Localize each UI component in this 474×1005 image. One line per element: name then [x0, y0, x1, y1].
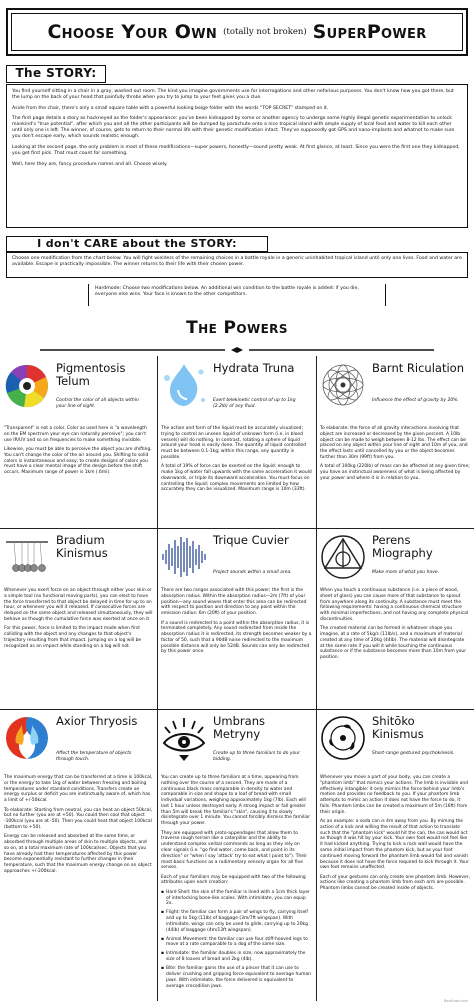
- power-name: Perens Miography: [372, 533, 433, 560]
- power-paragraph: They are equipped with proto-appendages that allow them to traverse rough terrain like a caterpillar and the ability to understand complex verbal commands as long as they rely on clear signals (i.e. "go find water, come back, and point in its direction" or "when I say 'attack' try to eat what I point to"). Their most basic functions as a rudimentary sensory organ for all five senses.: [161, 830, 308, 871]
- list-item: ▪ Intimidate: the familiar doubles in size, now approximately the size of 8 loaves of bread and 2kg (4lb).: [161, 951, 312, 963]
- power-card-pigmentosis: [0, 356, 157, 528]
- power-card-bradium: [0, 528, 157, 709]
- list-item: ▪ Bite: the familiar gains the use of a pincer that it can use to deliver crushing and gripping force equivalent to average human jaws. With intimidate, the force delivered is equivalent to average crocodilian jaws.: [161, 966, 312, 989]
- heading-divider: [40, 347, 434, 353]
- story-heading: The STORY:: [6, 65, 106, 83]
- power-description: [161, 775, 312, 993]
- powers-heading: The Powers: [186, 318, 288, 338]
- power-tagline: Make more of what you have.: [372, 570, 440, 575]
- power-name: Axior Thryosis: [56, 714, 138, 728]
- story-paragraph: Looking at the second page, the only problem is most of these modifications—super powers, honestly—sound pretty weak. At first glance, at least. Since you were the first one they kidnapped, you get first pick. That must count for something.: [12, 145, 460, 157]
- newtons-cradle-icon: [2, 532, 52, 582]
- power-paragraph: As an example: a soda can is 4m away from you. By miming the action of a kick and willing the result of that action to translate such that the "phantom kick" would hit the can, the can would act as though it was hit by your kick. Your own foot would not feel like it had kicked anything. Trying to kick a rock wall would have the same initial impact from the phantom kick, but as your foot continued moving forward the phantom limb would fail and vanish because it does not have the force required to kick through it. Your own foot remains unaffected.: [320, 819, 469, 871]
- power-paragraph: The maximum energy that can be transferred at a time is 100kcal, or the energy to take 1kg of water between freezing and boiling temperatures under standard conditions. Transfers create an energy surplus or deficit you are instinctually aware of, which has a limit of +/-50kcal.: [4, 775, 153, 804]
- power-paragraph: Energy can be released and absorbed at the same time, or absorbed through multiple areas of skin to multiple objects, and so on, at a total maximum rate of 100kcal/sec. Objects that you have already had their temperatures affected by this power become exponentially resistant to further changes in their temperature, such that the maximum energy change on an object approaches +/-200kcal.: [4, 834, 152, 874]
- title-inner-frame: [11, 13, 463, 51]
- powers-grid: [0, 356, 474, 1001]
- power-paragraph: Each of your gestures can only create one phantom limb. However, actions like creating a phantom limb from each arm are possible. Phantom limbs cannot be created inside of objects.: [320, 874, 470, 892]
- story-paragraph: Well, here they are, fancy procedure names and all. Choose wisely.: [12, 161, 168, 167]
- watermark: BeatLoot.com: [443, 998, 468, 1003]
- sound-wave-icon: [159, 532, 209, 582]
- power-description: [320, 775, 470, 896]
- power-tagline: Control the color of all objects within your line of sight.: [56, 398, 139, 409]
- power-paragraph: You can create up to three familiars at a time, appearing from nothing over the course of a second. They are made of a continuous black mass comparable in density to water and comparable in size and shape to a loaf of bread with small individual variations, weighing approximately 1kg (7lb). Each will last 1 hour unless destroyed early. A strong impact or fall greater than 5m will break the familiar's "skin", causing it to slowly disintegrate over 1 minute. You cannot forcibly dismiss the familiar through your power.: [161, 775, 311, 827]
- power-paragraph: When you touch a continuous substance (i.e. a piece of wood, sheet of glass) you can cause more of that substance to sprout from anywhere along its continuity. A substance must meet the following requirements: having a continuous chemical structure with minimal imperfections, and not having any complete physical discontinuities.: [320, 588, 469, 622]
- power-tagline: Affect the temperature of objects through touch.: [56, 751, 132, 762]
- power-name: Trique Cuvier: [213, 533, 289, 547]
- power-card-perens: [316, 528, 474, 709]
- power-name: Umbrans Metryny: [213, 714, 265, 741]
- attribute-list: [161, 890, 312, 989]
- power-paragraph: Whenever you exert force on an object through either your skin or a simple tool (no functional moving parts), you can elect to have the force transferred to that object be delayed in time for up to an hour, or whenever you will it released. If consecutive forces are delayed on the same object and released simultaneously, they will behave as though the cumulative force was exerted at once on it.: [4, 588, 153, 622]
- power-name: Bradium Kinismus: [56, 533, 108, 560]
- care-heading: I don't CARE about the STORY:: [6, 236, 268, 252]
- eye-emblem-icon: [159, 713, 209, 763]
- power-paragraph: Whenever you move a part of your body, you can create a "phantom limb" that mimics your actions. The limb is invisible and effectively intangible: it only mimics the force behind your limb's motion and provides no feedback to you. If your phantom limb attempts to mimic an action it does not have the force to do, it fails. Phantom limbs can be created a maximum of 5m (16ft) from their origin.: [320, 775, 468, 815]
- triangle-circle-icon: [318, 532, 368, 582]
- power-name: Pigmentosis Telum: [56, 361, 126, 388]
- power-tagline: Exert telekinetic control of up to 1kg (2.2lb) of any fluid.: [213, 398, 296, 409]
- hardmode-box: Hardmode: Choose two modifications below. An additional win condition to the battle royale is added: if you die, everyone else wins. Your face is known to the other competitors.: [88, 284, 386, 306]
- swirl-icon: [318, 713, 368, 763]
- story-paragraph: Aside from the chair, there's only a small square table with a powerful looking beige folder with the words "TOP SECRET" stamped on it.: [12, 105, 329, 111]
- power-paragraph: There are two ranges associated with this power; the first is the absorption radius. Within the absorption radius—2m (7ft) of your position—any sound waves that enter this area can be redirected with respect to position and direction to any point within the emission radius: 6m (20ft) of your position.: [161, 588, 307, 617]
- power-card-axior: [0, 709, 157, 1001]
- power-paragraph: A total of 19% of force can be exerted on the liquid: enough to make 1kg of water fall upwards with the same acceleration it would downwards, or triple its downward acceleration. You must focus on controlling the liquid; complex movements are limited by how accurately they can be visualized. Maximum range is 10m (33ft).: [161, 464, 312, 493]
- power-paragraph: The action and form of the liquid must be accurately visualized; trying to control an unseen liquid of unknown form (i.e. in blood vessels) will do nothing. In contrast, rotating a sphere of liquid around your head is easily done. The quantity of liquid controlled must be between 0.1-1kg; within this range, any quantity is possible.: [161, 426, 306, 460]
- power-paragraph: To elaborate: Starting from neutral, you can heat an object 50kcal, but no further (you are at +50). You could then cool that object -100kcal (you are at -50). Then you could heat that object 100kcal (bottom to +50).: [4, 807, 153, 830]
- story-paragraph: You find yourself sitting in a chair in a gray, washed out room. The kind you imagine governments use for interrogations and other nefarious purposes. You don't know how you got there, but the lump on the back of your head that painfully throbs when you try to jump to your feet gives you a clue.: [12, 89, 454, 101]
- power-paragraph: The created material can be formed in whatever shape you imagine, at a rate of 5kg/s (11lb/s), and a maximum of material created at any time of 20kg (44lb). The material will disintegrate at the same rate if you will it while touching the continuous substance or if the substance becomes more than 10m from your position.: [320, 626, 467, 661]
- power-description: [161, 426, 312, 497]
- power-paragraph: Each of your familiars may be equipped with two of the following attributes upon each creation:: [161, 874, 306, 886]
- power-description: [4, 426, 153, 479]
- power-tagline: Create up to three familiars to do your bidding.: [213, 751, 300, 762]
- power-paragraph: To elaborate: the force of all gravity interactions involving that object are increased or decreased by the given percent. A 10lb object can be made to weigh between 8-12 lbs. The effect can be placed on any object within your line of sight and 10m of you, and the effect lasts until cancelled by you or the object becomes further than 30m (99ft) from you.: [320, 426, 468, 460]
- list-item: ▪ Animal Movement: the familiar can use four stiff-hooved legs to move at a rate comparable to a dog of the same size.: [161, 937, 312, 949]
- power-paragraph: For this power, force is limited to the impact made when first colliding with the object and any changes to that object's trajectory resulting from that impact. Jumping on a log will be recognized as an impact while standing on a log will not.: [4, 626, 142, 649]
- gravity-orbit-icon: [318, 360, 368, 410]
- power-tagline: Influence the effect of gravity by 20%.: [372, 398, 459, 403]
- water-splash-icon: [159, 360, 209, 410]
- story-box: [6, 84, 468, 228]
- power-name: Hydrata Truna: [213, 361, 295, 375]
- power-tagline: Short-range gestured psychokinesis.: [372, 751, 455, 756]
- story-paragraph: The first page details a story as hackneyed as the folder's appearance: you've been kidnapped by some or another agency to undergo some highly illegal genetic experimentation to unlock mankind's "true potential", after which you and all the other participants will be dumped by parachute onto a nice tropical island with ample supply of local food and water to kill each other until only one is left. The winner, of course, gets to return to their normal life with their genetic modification intact. They've supposedly got GPS and nano-implants and whatnot to make sure you don't escape early, which sounds realistic enough.: [12, 116, 455, 140]
- list-item: ▪ Hard Shell: the skin of the familiar is lined with a 1cm thick layer of interlocking bone-like scales. With intimidate, you can equip 2x.: [161, 890, 312, 907]
- power-paragraph: Likewise, you must be able to perceive the object you are shifting. You can't change the color of the air around you. Shifting to solid colors is instantaneous and easy; to create designs of colors you must have a clear mental image of the design before the shift occurs. Maximum range of power is 1km (.6mi).: [4, 446, 152, 476]
- power-description: [4, 775, 153, 878]
- power-card-barnt: [316, 356, 474, 528]
- title-banner: [6, 8, 468, 56]
- power-paragraph: "Transparent" is not a color. Color as used here is "a wavelength on the EM spectrum your eye can naturally perceive"; you can't use IR/UV and so on frequencies to make something invisible.: [4, 426, 147, 443]
- title-aside: (totally not broken): [223, 26, 307, 37]
- fire-ice-icon: [2, 713, 52, 763]
- power-description: [161, 588, 312, 659]
- power-card-hydrata: [157, 356, 316, 528]
- power-card-shitoko: [316, 709, 474, 1001]
- title-left: Choose Your Own: [47, 20, 218, 43]
- title-right: SuperPower: [312, 20, 427, 43]
- power-tagline: Project sounds within a small area.: [213, 570, 292, 575]
- power-paragraph: If a sound is redirected to a point within the absorption radius, it is terminated completely. Any sound redirected from inside the absorption radius it is redirected, its strength becomes weaker by a factor of 50, such that a 90dB noise redirected to the maximum possible distance will only be 52dB. Sounds can only be redirected by this power once.: [161, 620, 312, 655]
- power-name: Shitōko Kinismus: [372, 714, 424, 741]
- power-card-trique: [157, 528, 316, 709]
- power-name: Barnt Riculation: [372, 361, 464, 375]
- color-spiral-icon: [2, 360, 52, 410]
- power-paragraph: A total of 100kg (220lb) of mass can be affected at any given time; you have an instinctual awareness of what is being affected by your power and where it is in relation to you.: [320, 464, 470, 481]
- care-box: Choose one modification from the chart below. You will fight wielders of the remaining choices in a battle royale in a generic uninhabited tropical island until only one lives. Food and water are available. Escape is practically impossible. The winner returns to their life with their chosen power.: [6, 252, 468, 278]
- list-item: ▪ Flight: the familiar can form a pair of wings to fly, carrying itself and up to 5kg (11lb) of baggage (3m/7ft wingspan). With intimidate, wings can only be used to glide, carrying up to 20kg (44lb) of baggage (4m/13ft wingspan).: [161, 910, 312, 933]
- power-description: [320, 588, 470, 665]
- power-card-umbrans: [157, 709, 316, 1001]
- power-description: [320, 426, 470, 485]
- power-description: [4, 588, 153, 653]
